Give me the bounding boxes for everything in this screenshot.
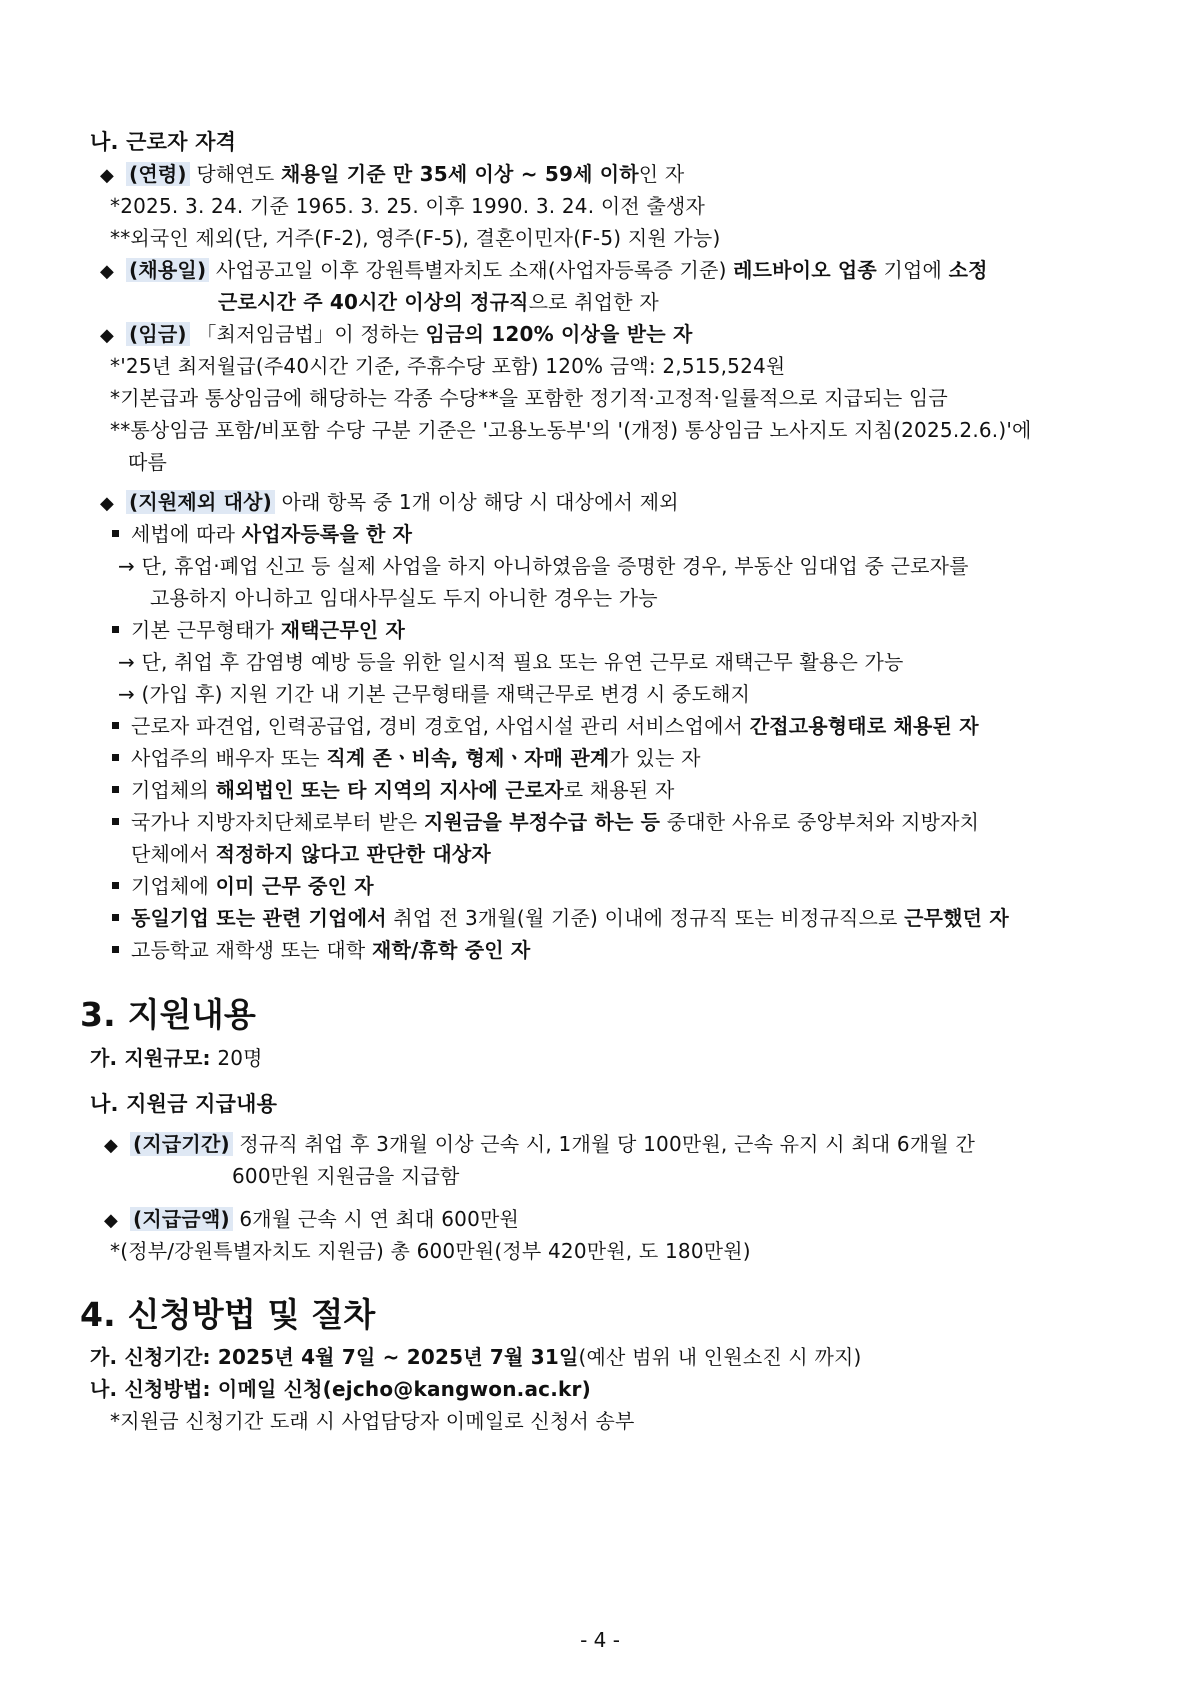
hire-date-line2-post: 으로 취업한 자	[528, 290, 659, 314]
square-bullet-icon	[112, 722, 119, 729]
item-text: 고등학교 재학생 또는 대학	[131, 938, 372, 962]
payment-period-tag: (지급기간)	[130, 1132, 233, 1156]
age-text-post: 인 자	[638, 162, 685, 186]
hire-date-bold2: 소정	[948, 258, 988, 282]
exclusion-item-6-cont	[131, 839, 491, 869]
exclusion-item-5	[112, 775, 675, 805]
diamond-bullet-icon: ◆	[100, 165, 115, 186]
item-text-post: 가 있는 자	[609, 746, 701, 770]
item-bold: 지원금을 부정수급 하는 등	[423, 810, 661, 834]
item-text-post: 로 채용된 자	[563, 778, 675, 802]
apply-period-note: (예산 범위 내 인원소진 시 까지)	[578, 1345, 862, 1369]
exclusion-item-9	[112, 935, 530, 965]
diamond-bullet-icon: ◆	[100, 493, 115, 514]
diamond-bullet-icon: ◆	[104, 1210, 119, 1231]
hire-date-mid: 기업에	[876, 258, 949, 282]
hire-date-text: 사업공고일 이후 강원특별자치도 소재(사업자등록증 기준)	[215, 258, 734, 282]
exclusion-tag: (지원제외 대상)	[126, 490, 275, 514]
exclusion-item-2-arrow-1: → 단, 취업 후 감염병 예방 등을 위한 일시적 필요 또는 유연 근무로 재택근무 활용은 가능	[118, 650, 904, 674]
item-text: 기업체에	[131, 874, 216, 898]
age-tag: (연령)	[126, 162, 190, 186]
square-bullet-icon	[112, 530, 119, 537]
payment-amount-text: 6개월 근속 시 연 최대 600만원	[239, 1207, 520, 1231]
payment-heading: 나. 지원금 지급내용	[90, 1092, 278, 1116]
square-bullet-icon	[112, 786, 119, 793]
item-bold: 재학/휴학 중인 자	[371, 938, 531, 962]
age-text-bold: 채용일 기준 만 35세 이상 ~ 59세 이하	[280, 162, 639, 186]
hire-date-line2-bold: 근로시간 주 40시간 이상의 정규직	[218, 290, 529, 314]
age-line	[100, 159, 684, 191]
item-text: 사업주의 배우자 또는	[131, 746, 327, 770]
exclusion-item-1	[112, 519, 412, 549]
wage-line	[100, 319, 692, 351]
item-text: 세법에 따라	[131, 522, 242, 546]
wage-text: 「최저임금법」이 정하는	[196, 322, 426, 346]
square-bullet-icon	[112, 882, 119, 889]
apply-period-label: 가. 신청기간: 2025년 4월 7일 ~ 2025년 7월 31일	[90, 1345, 579, 1369]
item-text-post: 중대한 사유로 중앙부처와 지방자치	[660, 810, 980, 834]
square-bullet-icon	[112, 818, 119, 825]
square-bullet-icon	[112, 914, 119, 921]
diamond-bullet-icon: ◆	[100, 261, 115, 282]
item-bold: 동일기업 또는 관련 기업에서	[131, 906, 387, 930]
age-note-1: *2025. 3. 24. 기준 1965. 3. 25. 이후 1990. 3. 24. 이전 출생자	[110, 194, 706, 218]
support-scale-label: 가. 지원규모:	[90, 1046, 211, 1070]
item-text: 취업 전 3개월(월 기준) 이내에 정규직 또는 비정규직으로	[386, 906, 905, 930]
item-bold: 이미 근무 중인 자	[215, 874, 374, 898]
exclusion-line	[100, 487, 679, 519]
wage-note-3: **통상임금 포함/비포함 수당 구분 기준은 '고용노동부'의 '(개정) 통상임금 노사지도 지침(2025.2.6.)'에	[110, 418, 1032, 442]
payment-period-text: 정규직 취업 후 3개월 이상 근속 시, 1개월 당 100만원, 근속 유지 시 최대 6개월 간	[239, 1132, 975, 1156]
item-text: 기업체의	[131, 778, 216, 802]
wage-note-3-cont: 따름	[128, 450, 168, 474]
exclusion-text: 아래 항목 중 1개 이상 해당 시 대상에서 제외	[281, 490, 679, 514]
exclusion-item-3	[112, 711, 979, 741]
item-bold: 재택근무인 자	[280, 618, 406, 642]
hire-date-line-2	[218, 287, 659, 317]
payment-period-line	[104, 1129, 975, 1161]
payment-amount-tag: (지급금액)	[130, 1207, 233, 1231]
apply-period	[90, 1342, 862, 1372]
exclusion-item-1-arrow: → 단, 휴업·폐업 신고 등 실제 사업을 하지 아니하였음을 증명한 경우, 부동산 임대업 중 근로자를	[118, 554, 969, 578]
item-bold: 사업자등록을 한 자	[241, 522, 413, 546]
page-number: - 4 -	[580, 1628, 620, 1652]
diamond-bullet-icon: ◆	[104, 1135, 119, 1156]
square-bullet-icon	[112, 754, 119, 761]
square-bullet-icon	[112, 626, 119, 633]
item-bold: 해외법인 또는 타 지역의 지사에 근로자	[215, 778, 564, 802]
exclusion-item-6	[112, 807, 979, 837]
hire-date-bold: 레드바이오 업종	[733, 258, 877, 282]
exclusion-item-7	[112, 871, 374, 901]
hire-date-line	[100, 255, 988, 287]
support-scale-value: 20명	[210, 1046, 263, 1070]
item-text: 단체에서	[131, 842, 216, 866]
section-heading-support: 3. 지원내용	[80, 995, 256, 1034]
apply-method-note: *지원금 신청기간 도래 시 사업담당자 이메일로 신청서 송부	[110, 1409, 635, 1433]
item-bold: 적정하지 않다고 판단한 대상자	[215, 842, 491, 866]
payment-amount-note: *(정부/강원특별자치도 지원금) 총 600만원(정부 420만원, 도 180만원)	[110, 1239, 751, 1263]
item-text: 기본 근무형태가	[131, 618, 281, 642]
age-note-2: **외국인 제외(단, 거주(F-2), 영주(F-5), 결혼이민자(F-5) 지원 가능)	[110, 226, 721, 250]
age-text: 당해연도	[196, 162, 281, 186]
section-heading-apply: 4. 신청방법 및 절차	[80, 1295, 376, 1334]
section-heading-eligibility: 나. 근로자 자격	[90, 130, 237, 154]
payment-amount-line	[104, 1204, 519, 1236]
item-bold: 직계 존ㆍ비속, 형제ㆍ자매 관계	[326, 746, 610, 770]
exclusion-item-2	[112, 615, 405, 645]
apply-method-label: 나. 신청방법: 이메일 신청(ejcho@kangwon.ac.kr)	[90, 1377, 591, 1401]
item-bold: 간접고용형태로 채용된 자	[749, 714, 979, 738]
item-text: 근로자 파견업, 인력공급업, 경비 경호업, 사업시설 관리 서비스업에서	[131, 714, 750, 738]
item-bold-2: 근무했던 자	[904, 906, 1009, 930]
exclusion-item-1-arrow-cont: 고용하지 아니하고 임대사무실도 두지 아니한 경우는 가능	[150, 586, 658, 610]
exclusion-item-4	[112, 743, 701, 773]
diamond-bullet-icon: ◆	[100, 325, 115, 346]
wage-note-1: *'25년 최저월급(주40시간 기준, 주휴수당 포함) 120% 금액: 2,515,524원	[110, 354, 786, 378]
exclusion-item-2-arrow-2: → (가입 후) 지원 기간 내 기본 근무형태를 재택근무로 변경 시 중도해지	[118, 682, 751, 706]
item-text: 국가나 지방자치단체로부터 받은	[131, 810, 424, 834]
hire-date-tag: (채용일)	[126, 258, 209, 282]
payment-period-line-2: 600만원 지원금을 지급함	[232, 1164, 460, 1188]
wage-note-2: *기본급과 통상임금에 해당하는 각종 수당**을 포함한 정기적·고정적·일률적으로 지급되는 임금	[110, 386, 948, 410]
wage-text-bold: 임금의 120% 이상을 받는 자	[425, 322, 693, 346]
apply-method	[90, 1374, 591, 1404]
square-bullet-icon	[112, 946, 119, 953]
exclusion-item-8	[112, 903, 1009, 933]
support-scale	[90, 1043, 263, 1073]
wage-tag: (임금)	[126, 322, 190, 346]
